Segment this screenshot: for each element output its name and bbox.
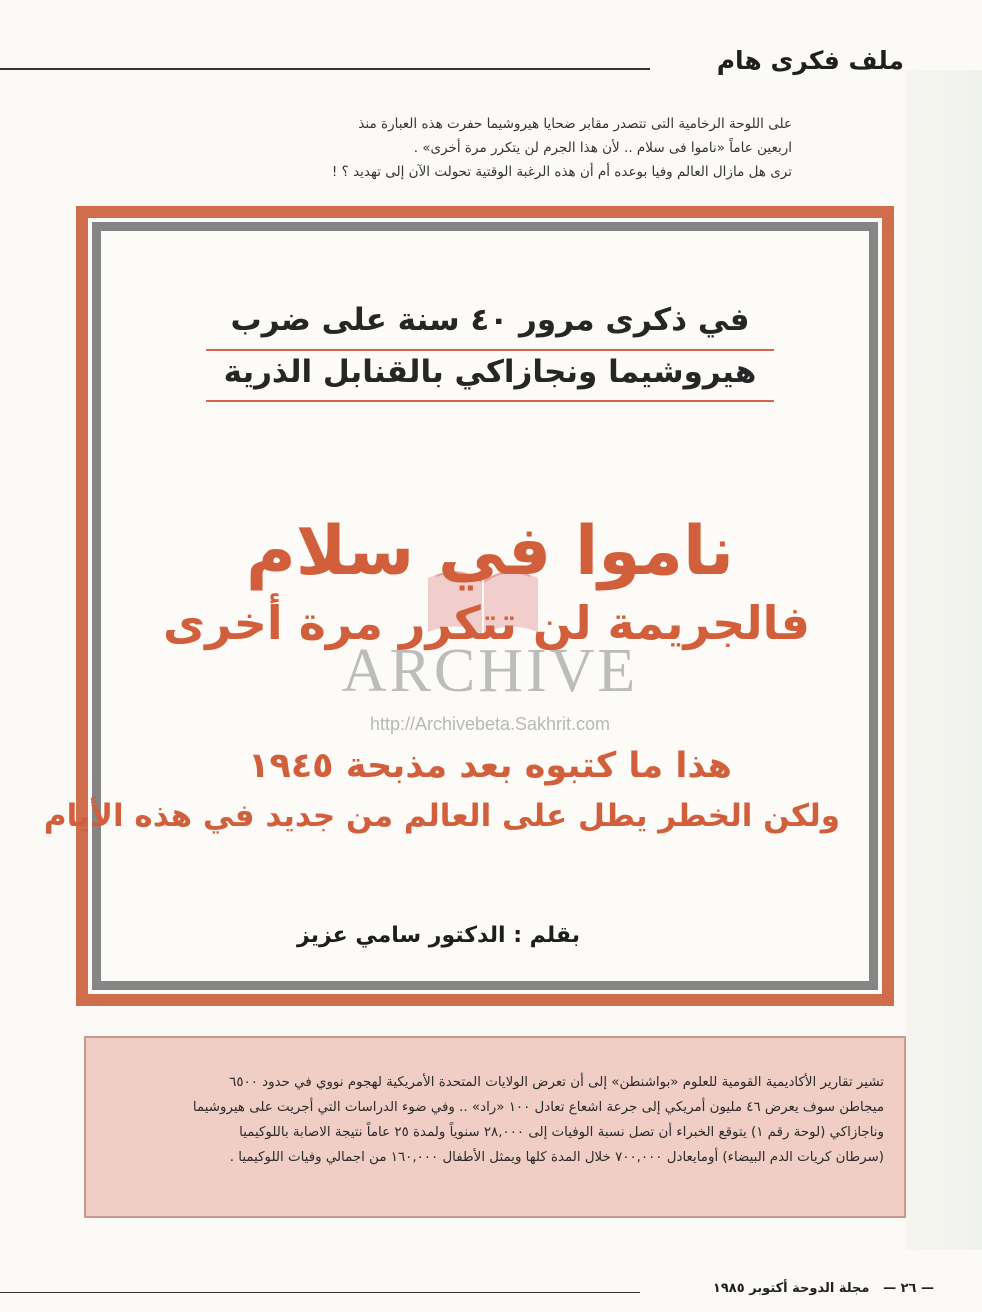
- footer: [713, 1281, 934, 1296]
- main-title-line-1: ناموا في سلام: [245, 512, 735, 591]
- archive-watermark-url: http://Archivebeta.Sakhrit.com: [369, 714, 611, 734]
- main-title-line-2: فالجريمة لن تتكرر مرة أخرى: [162, 596, 810, 650]
- intro-paragraph: [182, 112, 792, 184]
- intro-line: ترى هل مازال العالم وفيا بوعده أم أن هذه الرغبة الوقتية تحولت الآن إلى تهديد ؟ !: [331, 164, 792, 180]
- section-title: ملف فكرى هام: [716, 46, 904, 75]
- intro-line: على اللوحة الرخامية التى تتصدر مقابر ضحايا هيروشيما حفرت هذه العبارة منذ: [358, 116, 792, 132]
- info-box-line: (سرطان كريات الدم البيضاء) أومايعادل ٧٠٠,٠٠٠ خلال المدة كلها ويمثل الأطفال ١٦٠,٠٠٠ من اجمالي وفيات اللوكيميا .: [229, 1150, 884, 1165]
- page-number: — ٢٦ —: [883, 1281, 934, 1296]
- subtitle-rule-1: [206, 349, 774, 351]
- publication-name: مجلة الدوحة أكتوبر ١٩٨٥: [712, 1281, 870, 1296]
- info-box-line: تشير تقارير الأكاديمية القومية للعلوم «بواشنطن» إلى أن تعرض الولايات المتحدة الأمريكية لهجوم نووي في حدود ٦٥٠٠: [229, 1075, 884, 1090]
- subtitle-rule-2: [206, 400, 774, 402]
- intro-line: اربعين عاماً «ناموا فى سلام .. لأن هذا الجرم لن يتكرر مرة أخرى» .: [413, 140, 792, 156]
- subtitle-line-1: في ذكرى مرور ٤٠ سنة على ضرب: [230, 302, 750, 338]
- archive-watermark: ARCHIVE: [341, 637, 639, 705]
- author-byline: بقلم : الدكتور سامي عزيز: [297, 923, 580, 948]
- subtitle-line-2: هيروشيما ونجازاكي بالقنابل الذرية: [223, 354, 757, 390]
- info-box-line: ميجاطن سوف يعرض ٤٦ مليون أمريكي إلى جرعة اشعاع تعادل ١٠٠ «راد» .. وفي ضوء الدراسات التي أجريت على هيروشيما: [192, 1100, 884, 1115]
- header-rule: [0, 68, 650, 70]
- page-edge-shade: [906, 70, 982, 1250]
- footer-rule: [0, 1292, 640, 1293]
- pull-quote-line-1: هذا ما كتبوه بعد مذبحة ١٩٤٥: [248, 746, 732, 786]
- pull-quote-line-2: ولكن الخطر يطل على العالم من جديد في هذه الأيام: [43, 798, 840, 834]
- info-box-text: [112, 1070, 884, 1170]
- info-box-line: وناجازاكي (لوحة رقم ١) يتوقع الخبراء أن تصل نسبة الوفيات إلى ٢٨,٠٠٠ سنوياً ولمدة ٢٥ عاماً نتيجة الاصابة باللوكيميا: [239, 1125, 884, 1140]
